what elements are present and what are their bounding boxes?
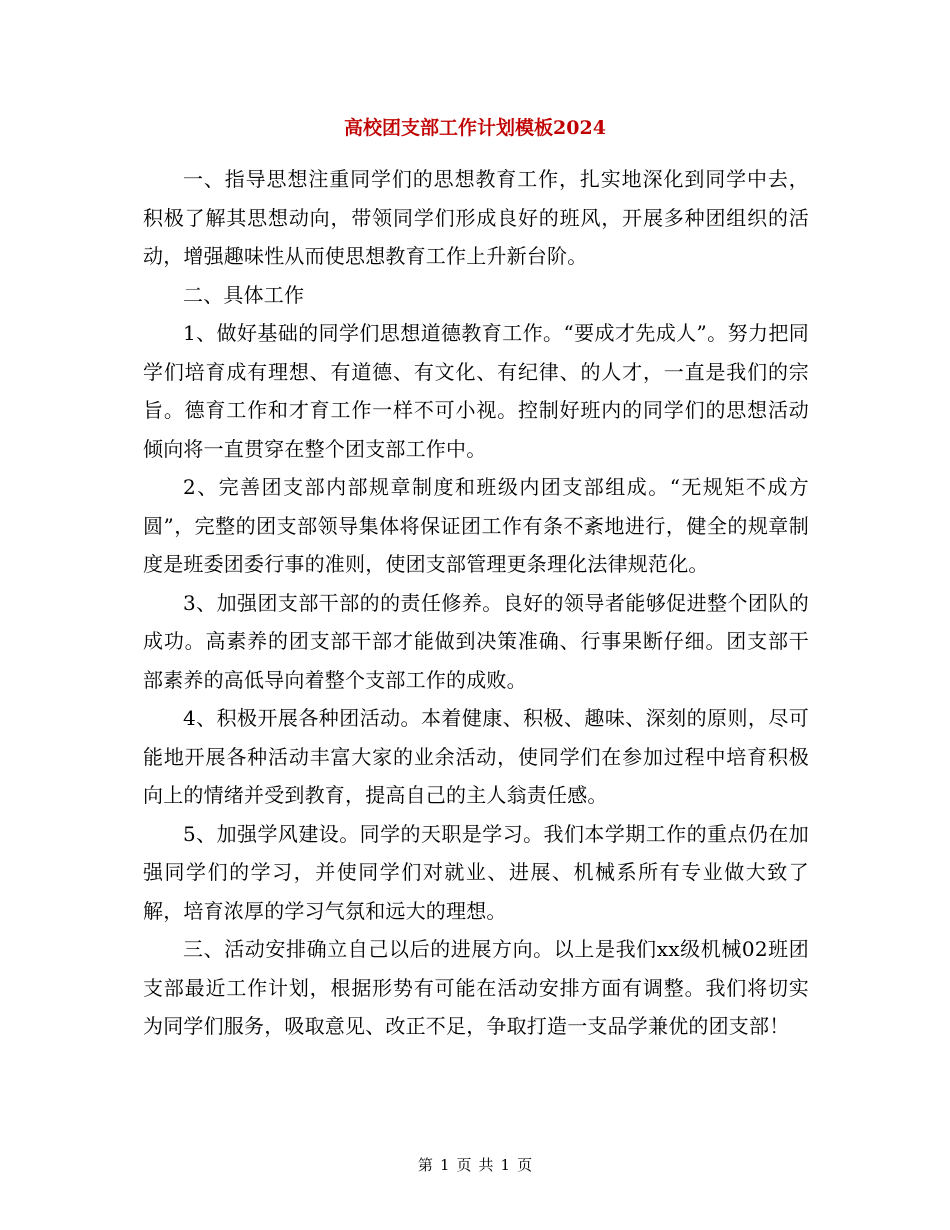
footer-label-total: 共 [478,1156,494,1174]
paragraph-section-heading-specific-work: 二、具体工作 [183,282,305,307]
footer-label-page: 第 [417,1156,433,1174]
footer-label-of: 页 [456,1156,472,1174]
page-footer [0,1154,950,1176]
document-body [143,160,809,1046]
footer-total-pages: 1 [500,1156,511,1174]
paragraph-item-1: 1、做好基础的同学们思想道德教育工作。“要成才先成人”。努力把同学们培育成有理想、有道德、有文化、有纪律、的人才，一直是我们的宗旨。德育工作和才育工作一样不可小视。控制好班内的同学们的思想活动倾向将一直贯穿在整个团支部工作中。 [143,321,809,461]
paragraph-item-2: 2、完善团支部内部规章制度和班级内团支部组成。“无规矩不成方圆”，完整的团支部领导集体将保证团工作有条不紊地进行，健全的规章制度是班委团委行事的准则，使团支部管理更条理化法律规范化。 [143,475,809,576]
paragraph-guiding-ideology: 一、指导思想注重同学们的思想教育工作，扎实地深化到同学中去，积极了解其思想动向，带领同学们形成良好的班风，开展多种团组织的活动，增强趣味性从而使思想教育工作上升新台阶。 [143,167,809,268]
paragraph-item-4: 4、积极开展各种团活动。本着健康、积极、趣味、深刻的原则，尽可能地开展各种活动丰富大家的业余活动，使同学们在参加过程中培育积极向上的情绪并受到教育，提高自己的主人翁责任感。 [143,706,809,807]
paragraph-item-5: 5、加强学风建设。同学的天职是学习。我们本学期工作的重点仍在加强同学们的学习，并使同学们对就业、进展、机械系所有专业做大致了解，培育浓厚的学习气氛和远大的理想。 [143,821,809,923]
paragraph-item-3: 3、加强团支部干部的的责任修养。良好的领导者能够促进整个团队的成功。高素养的团支部干部才能做到决策准确、行事果断仔细。团支部干部素养的高低导向着整个支部工作的成败。 [143,590,809,692]
document-title: 高校团支部工作计划模板2024 [344,117,606,139]
footer-current-page: 1 [439,1156,450,1174]
footer-label-page-end: 页 [517,1156,533,1174]
paragraph-activity-arrangement: 三、活动安排确立自己以后的进展方向。以上是我们xx级机械02班团支部最近工作计划，根据形势有可能在活动安排方面有调整。我们将切实为同学们服务，吸取意见、改正不足，争取打造一支品学兼优的团支部！ [143,937,809,1038]
